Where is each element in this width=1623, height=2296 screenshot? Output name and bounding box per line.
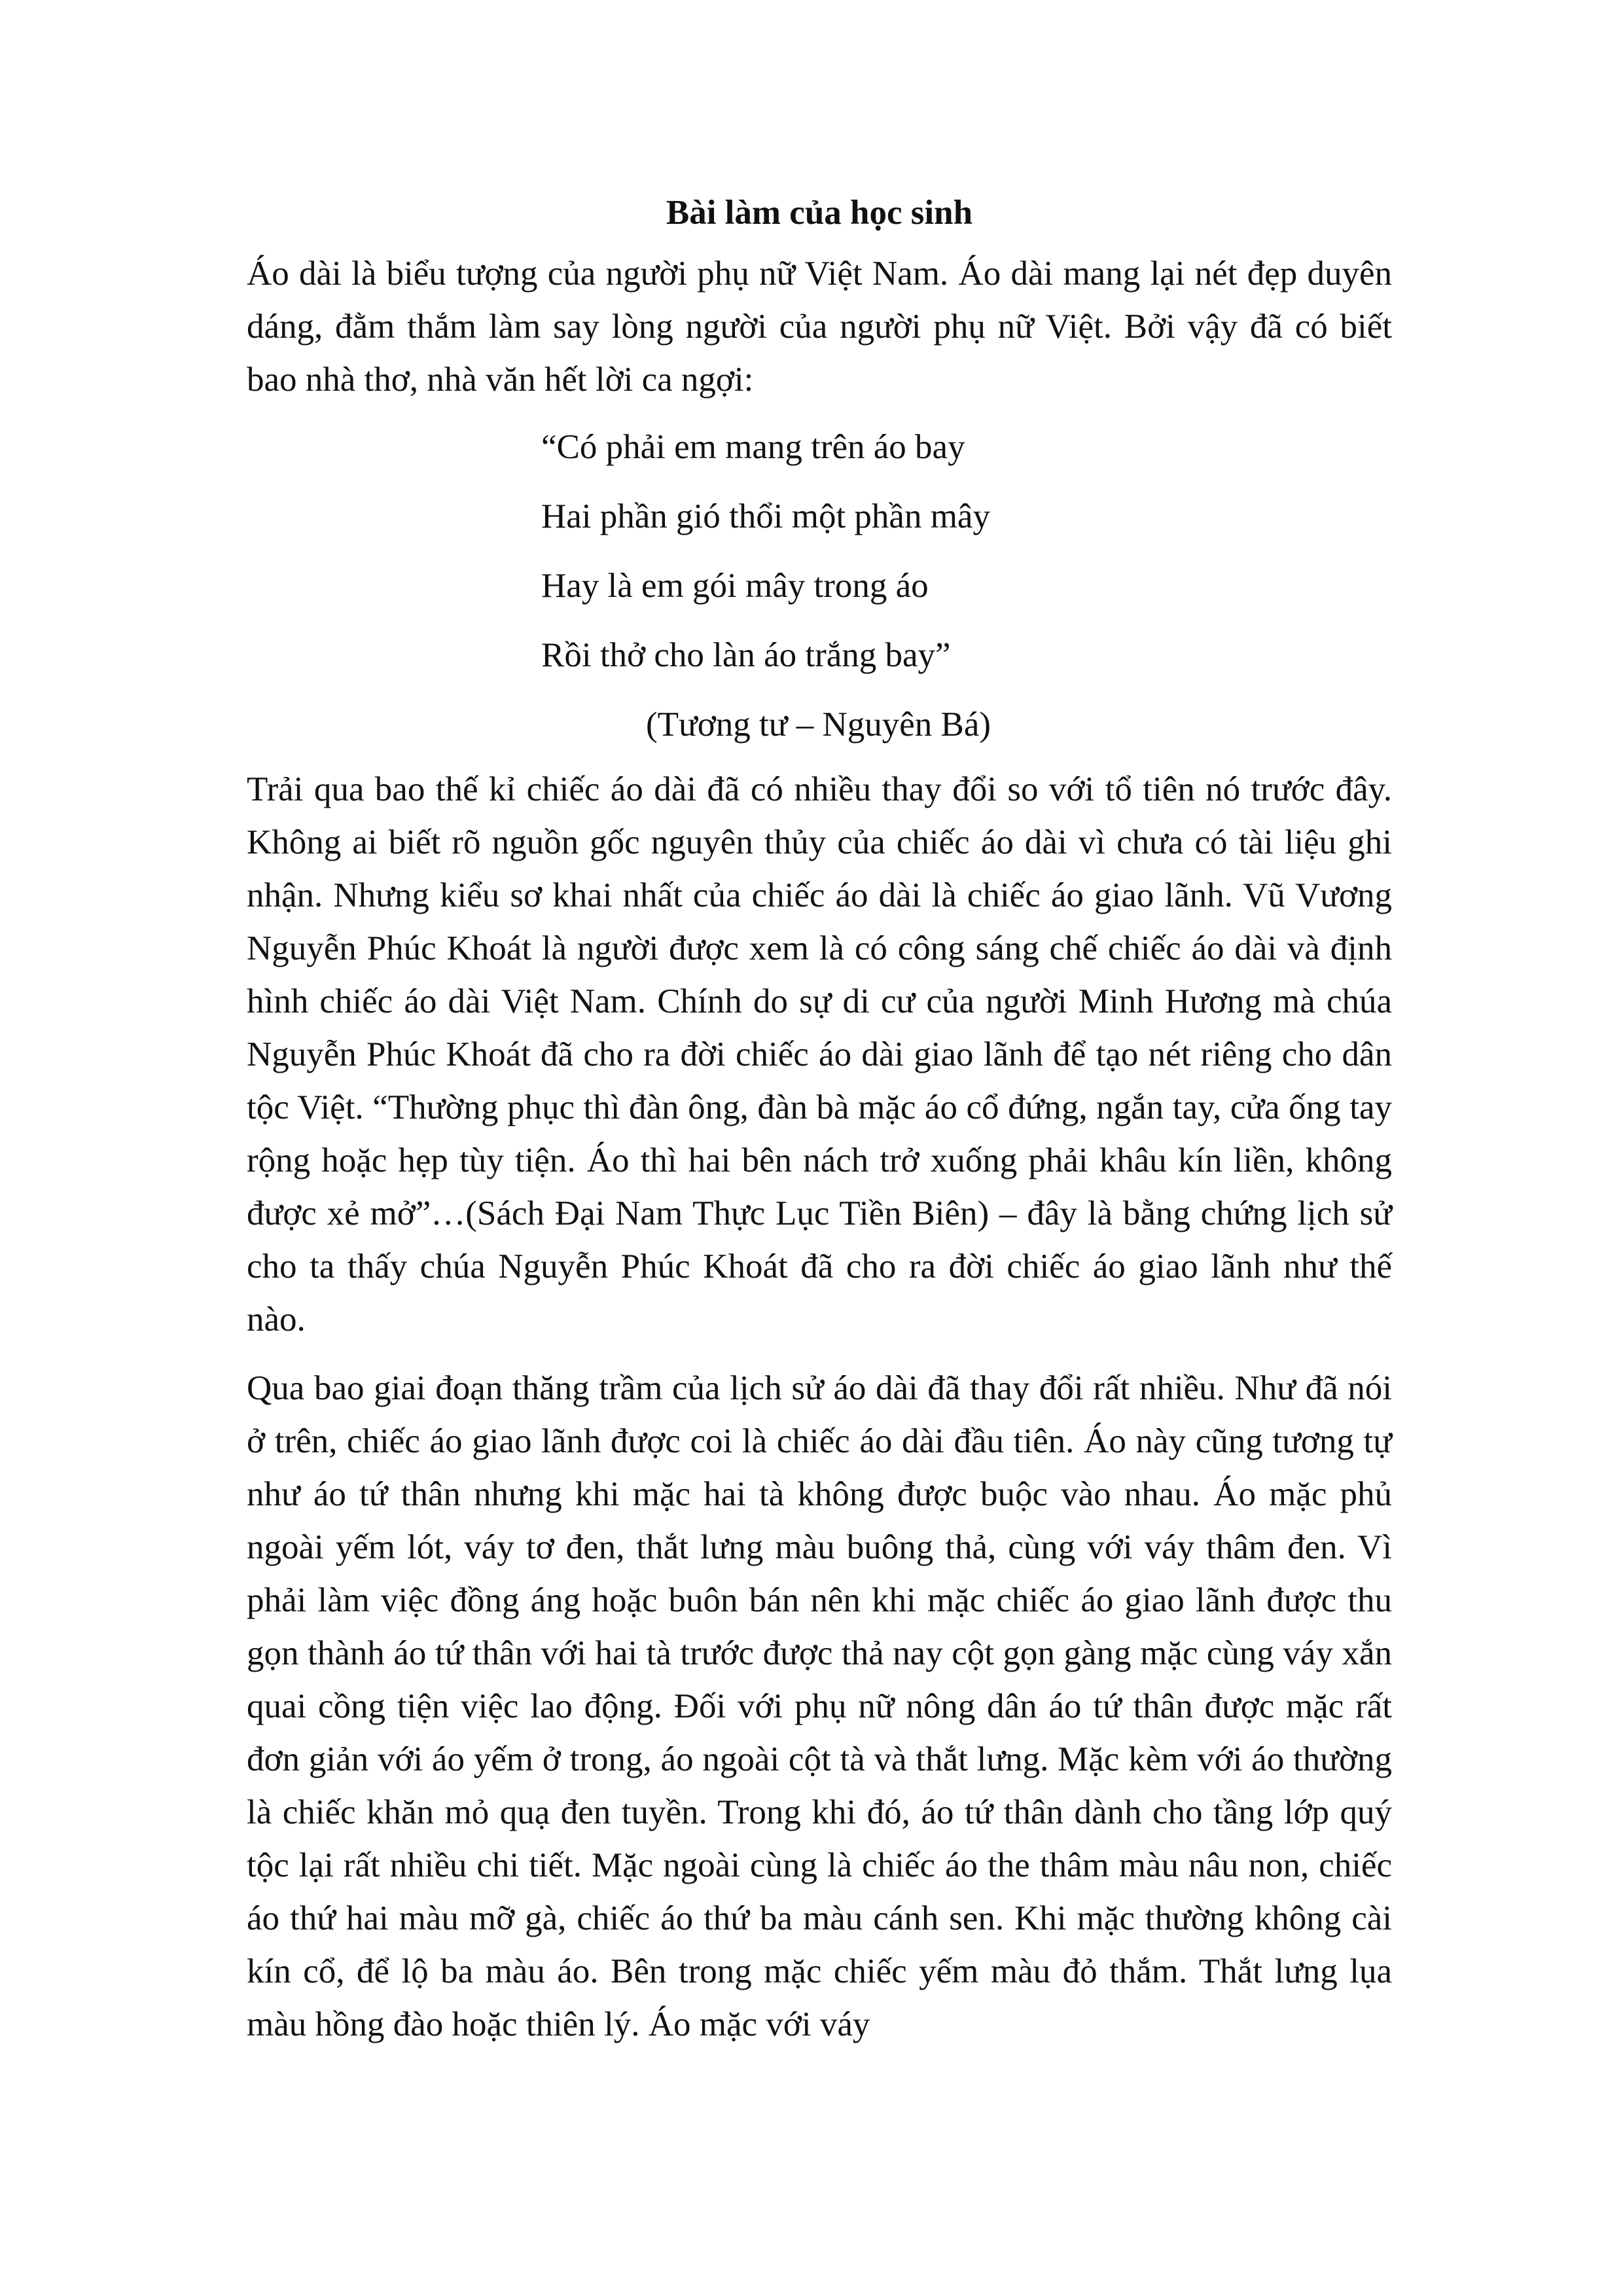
poem-attribution: (Tương tư – Nguyên Bá) — [646, 706, 991, 744]
document-body — [247, 187, 1392, 2051]
poem-quote — [247, 421, 1392, 682]
poem-line: Hai phần gió thổi một phần mây — [541, 497, 990, 535]
poem-line: Hay là em gói mây trong áo — [541, 567, 929, 605]
body-paragraph-evolution: Qua bao giai đoạn thăng trầm của lịch sử áo dài đã thay đổi rất nhiều. Như đã nói ở trên, chiếc áo giao lãnh được coi là chiếc áo dài đầu tiên. Áo này cũng tương tự như áo tứ thân nhưng khi mặc hai tà không được buộc vào nhau. Áo mặc phủ ngoài yếm lót, váy tơ đen, thắt lưng màu buông thả, cùng với váy thâm đen. Vì phải làm việc đồng áng hoặc buôn bán nên khi mặc chiếc áo giao lãnh được thu gọn thành áo tứ thân với hai tà trước được thả nay cột gọn gàng mặc cùng váy xắn quai cồng tiện việc lao động. Đối với phụ nữ nông dân áo tứ thân được mặc rất đơn giản với áo yếm ở trong, áo ngoài cột tà và thắt lưng. Mặc kèm với áo thường là chiếc khăn mỏ quạ đen tuyền. Trong khi đó, áo tứ thân dành cho tầng lớp quý tộc lại rất nhiều chi tiết. Mặc ngoài cùng là chiếc áo the thâm màu nâu non, chiếc áo thứ hai màu mỡ gà, chiếc áo thứ ba màu cánh sen. Khi mặc thường không cài kín cổ, để lộ ba màu áo. Bên trong mặc chiếc yếm màu đỏ thắm. Thắt lưng lụa màu hồng đào hoặc thiên lý. Áo mặc với váy — [247, 1369, 1392, 2043]
poem-line: Rồi thở cho làn áo trắng bay” — [541, 636, 951, 674]
body-paragraph-history: Trải qua bao thế kỉ chiếc áo dài đã có nhiều thay đổi so với tổ tiên nó trước đây. Không ai biết rõ nguồn gốc nguyên thủy của chiếc áo dài vì chưa có tài liệu ghi nhận. Nhưng kiểu sơ khai nhất của chiếc áo dài là chiếc áo giao lãnh. Vũ Vương Nguyễn Phúc Khoát là người được xem là có công sáng chế chiếc áo dài và định hình chiếc áo dài Việt Nam. Chính do sự di cư của người Minh Hương mà chúa Nguyễn Phúc Khoát đã cho ra đời chiếc áo dài giao lãnh để tạo nét riêng cho dân tộc Việt. “Thường phục thì đàn ông, đàn bà mặc áo cổ đứng, ngắn tay, cửa ống tay rộng hoặc hẹp tùy tiện. Áo thì hai bên nách trở xuống phải khâu kín liền, không được xẻ mở”…(Sách Đại Nam Thực Lục Tiền Biên) – đây là bằng chứng lịch sử cho ta thấy chúa Nguyễn Phúc Khoát đã cho ra đời chiếc áo giao lãnh như thế nào. — [247, 770, 1392, 1338]
poem-line: “Có phải em mang trên áo bay — [541, 428, 965, 466]
intro-paragraph: Áo dài là biểu tượng của người phụ nữ Việt Nam. Áo dài mang lại nét đẹp duyên dáng, đằm thắm làm say lòng người của người phụ nữ Việt. Bởi vậy đã có biết bao nhà thơ, nhà văn hết lời ca ngợi: — [247, 255, 1392, 399]
document-title: Bài làm của học sinh — [666, 194, 973, 232]
